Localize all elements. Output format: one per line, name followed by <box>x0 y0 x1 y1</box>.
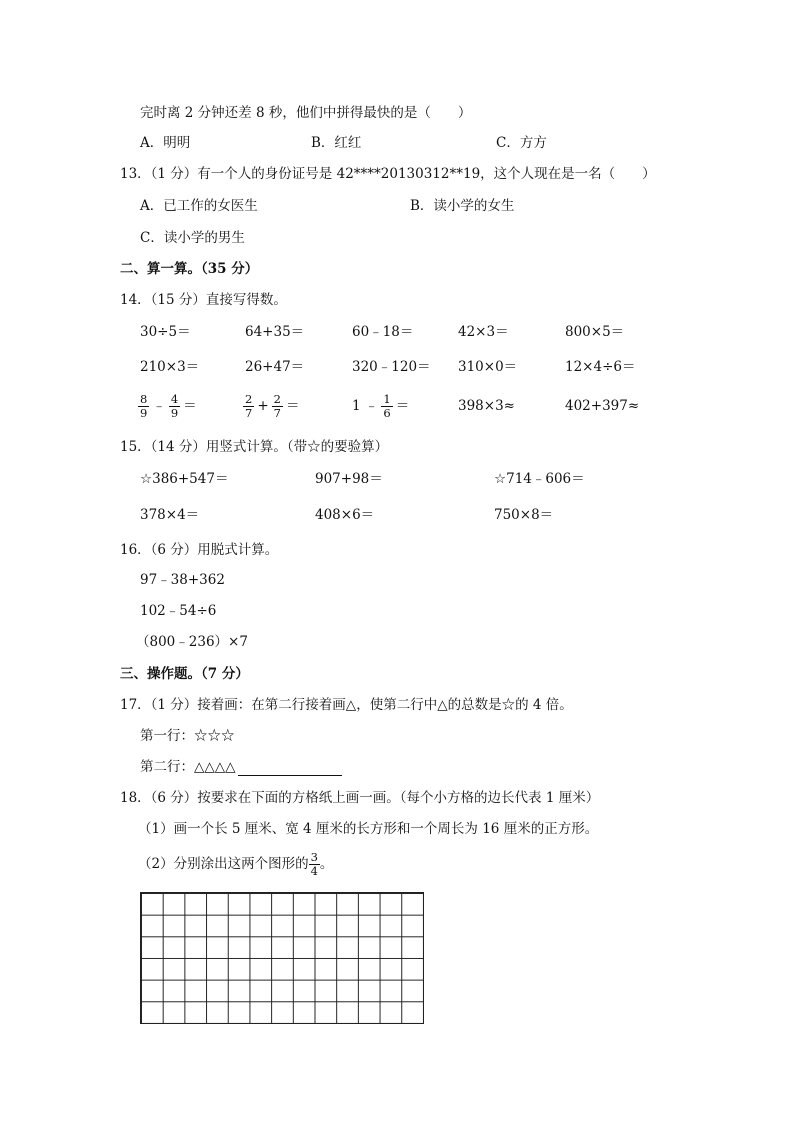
square-grid-paper[interactable] <box>140 892 424 1024</box>
q14-item: 30÷5＝ <box>140 324 191 340</box>
row-label: 第二行： <box>140 759 194 775</box>
q16-text: 16．（6 分）用脱式计算。 <box>120 542 279 558</box>
fraction: $\frac{8}{9}$ <box>140 391 148 420</box>
q15-item: 907+98＝ <box>315 471 383 487</box>
q14-text: 14．（15 分）直接写得数。 <box>120 292 287 308</box>
q16-item-3: （800﹣236）×7 <box>136 634 248 650</box>
q18-sub-2: （2）分别涂出这两个图形的 $\frac{3}{4}$ 。 <box>138 849 334 878</box>
q16-item-1: 97﹣38+362 <box>140 572 225 588</box>
q15-item: ☆714﹣606＝ <box>494 471 585 487</box>
q12-option-b: B．红红 <box>311 135 362 151</box>
q14-item: 310×0＝ <box>458 359 518 375</box>
section-2-heading: 二、算一算。（35 分） <box>120 261 259 277</box>
q17-text: 17．（1 分）接着画：在第二行接着画△，使第二行中△的总数是☆的 4 倍。 <box>120 697 573 713</box>
q13-option-c: C．读小学的男生 <box>140 230 245 246</box>
q15-item: 750×8＝ <box>494 507 554 523</box>
q15-row-1 <box>0 464 794 494</box>
q17-row-2 <box>140 758 342 776</box>
star-shapes: ☆☆☆ <box>194 728 235 744</box>
section-3-heading: 三、操作题。（7 分） <box>120 666 249 682</box>
q15-text: 15．（14 分）用竖式计算。（带☆的要验算） <box>120 439 389 455</box>
q15-row-2 <box>0 500 794 530</box>
q18-sub-1: （1）画一个长 5 厘米、宽 4 厘米的长方形和一个周长为 16 厘米的正方形。 <box>138 821 599 837</box>
fraction: $\frac{2}{7}$ <box>245 391 253 420</box>
q14-item: 320﹣120＝ <box>352 359 431 375</box>
q14-item: 402+397≈ <box>565 398 640 414</box>
q12-option-c: C．方方 <box>496 135 547 151</box>
answer-blank[interactable] <box>238 761 342 776</box>
q18-text: 18．（6 分）按要求在下面的方格纸上画一画。（每个小方格的边长代表 1 厘米） <box>120 790 600 806</box>
q15-item: 378×4＝ <box>140 507 200 523</box>
q14-row-1 <box>0 317 794 347</box>
q15-item: ☆386+547＝ <box>140 471 229 487</box>
q14-item: 398×3≈ <box>458 398 515 414</box>
q15-item: 408×6＝ <box>315 507 375 523</box>
fraction: $\frac{3}{4}$ <box>310 849 318 878</box>
fraction: $\frac{2}{7}$ <box>273 391 281 420</box>
q17-row-1 <box>140 727 235 745</box>
fraction: $\frac{4}{9}$ <box>170 391 179 420</box>
q14-item: 64+35＝ <box>245 324 305 340</box>
q14-fraction-item-2: $\frac{2}{7}$ + $\frac{2}{7}$ ＝ <box>245 391 300 420</box>
q13-text: 13．（1 分）有一个人的身份证号是 42****20130312**19，这个人现在是一名（ ） <box>120 166 656 182</box>
q14-item: 60﹣18＝ <box>352 324 414 340</box>
fraction: $\frac{1}{6}$ <box>383 391 391 420</box>
q14-item: 26+47＝ <box>245 359 305 375</box>
q14-item: 42×3＝ <box>458 324 509 340</box>
q12-option-a: A．明明 <box>140 135 191 151</box>
q14-item: 12×4÷6＝ <box>565 359 636 375</box>
q14-item: 800×5＝ <box>565 324 625 340</box>
q12-text: 完时离 2 分钟还差 8 秒，他们中拼得最快的是（ ） <box>140 105 472 121</box>
q16-item-2: 102﹣54÷6 <box>140 603 217 619</box>
q14-item: 210×3＝ <box>140 359 200 375</box>
q14-row-2 <box>0 352 794 382</box>
row-label: 第一行： <box>140 728 194 744</box>
q13-option-b: B．读小学的女生 <box>410 198 515 214</box>
q14-row-3 <box>0 389 794 423</box>
triangle-shapes: △△△△ <box>194 759 236 775</box>
q14-fraction-item-3: 1 ﹣ $\frac{1}{6}$ ＝ <box>352 391 410 420</box>
q14-fraction-item-1: $\frac{8}{9}$ ﹣ $\frac{4}{9}$ ＝ <box>140 391 197 420</box>
q13-option-a: A．已工作的女医生 <box>140 198 258 214</box>
